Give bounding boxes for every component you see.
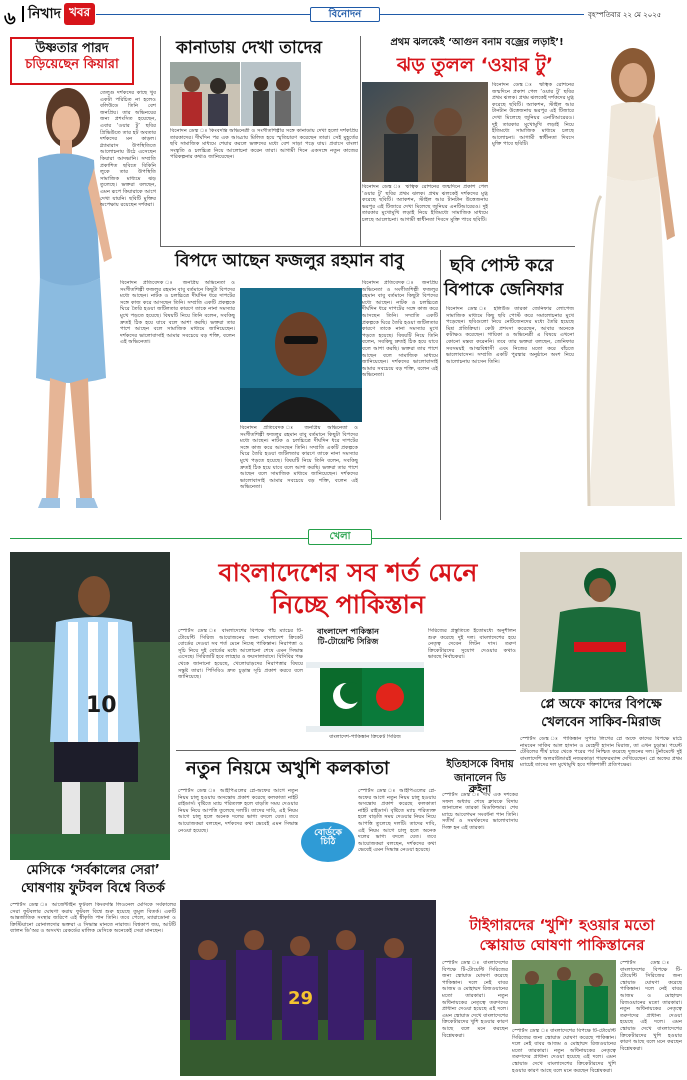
jennifer-headline-line1: ছবি পোস্ট করে — [450, 256, 554, 276]
kiara-headline-box — [10, 37, 134, 85]
sports-main-headline-line1: বাংলাদেশের সব শর্ত মেনে — [218, 558, 478, 587]
board-letter-line2: চিঠি — [320, 837, 336, 848]
kiara-headline-line2: চড়িয়েছেন কিয়ারা — [25, 56, 119, 72]
kolkata-body: স্পোর্টস ডেস্ক ঃ আইপিএলের প্লে-অফের আগে নতুন নিয়ম চালু হওয়ায় অসন্তোষ প্রকাশ করেছে কলকাতা নাইট রাইডার্স। বৃষ্টিতে ম্যাচ পরিত্যক্ত হলে বাড়তি সময় দেওয়ার নিয়ম নিয়ে আপত্তি তুলেছে দলটি। তাদের দাবি, এই নিয়ম আগে চালু হলে অনেক দলের ভাগ্য বদলে যেত। তবে আয়োজকরা বলছেন, দর্শকদের কথা ভেবেই এমন সিদ্ধান্ত নেওয়া হয়েছে। — [178, 788, 298, 834]
tigers-body-col3: স্পোর্টস ডেস্ক ঃ বাংলাদেশের বিপক্ষে টি-টোয়েন্টি সিরিজের জন্য স্কোয়াড ঘোষণা করেছে পাকিস্তান। দলে নেই বাবর আজম ও মোহাম্মদ রিজওয়ানের মতো তারকারা। নতুন অধিনায়কের নেতৃত্বে তরুণদের প্রাধান্য দেওয়া হয়েছে এই দলে। এমন স্কোয়াড দেখে বাংলাদেশের ক্রিকেটারদের খুশি হওয়ার কারণ আছে বলে মনে করছেন বিশ্লেষকরা। — [512, 1028, 616, 1074]
tigers-body: স্পোর্টস ডেস্ক ঃ বাংলাদেশের বিপক্ষে টি-টোয়েন্টি সিরিজের জন্য স্কোয়াড ঘোষণা করেছে পাকিস্তান। দলে নেই বাবর আজম ও মোহাম্মদ রিজওয়ানের মতো তারকারা। নতুন অধিনায়কের নেতৃত্বে তরুণদের প্রাধান্য দেওয়া হয়েছে এই দলে। এমন স্কোয়াড দেখে বাংলাদেশের ক্রিকেটারদের খুশি হওয়ার কারণ আছে বলে মনে করছেন বিশ্লেষকরা। — [442, 960, 508, 1039]
messi-jersey-number: 10 — [86, 693, 117, 718]
fazlur-photo-illustration — [240, 288, 362, 422]
fazlur-body-column2: বিনোদন প্রতিবেদক ঃ জনপ্রিয় অভিনেতা ও সংগীতশিল্পী ফজলুর রহমান বাবু বর্তমানে কিছুটা বিপদের মধ্যে আছেন। নাটক ও চলচ্চিত্রে দীর্ঘদিন ধরে দাপটের সঙ্গে কাজ করে আসছেন তিনি। সম্প্রতি একটি প্রকল্পকে ঘিরে তৈরি হওয়া জটিলতার কারণে তাকে নানা সমস্যার মুখে পড়তে হয়েছে। বিষয়টি নিয়ে তিনি বলেন, সবকিছু দ্রুতই ঠিক হয়ে যাবে বলে আশা করছি। ভক্তরা তার পাশে আছেন বলে সামাজিক মাধ্যমে জানিয়েছেন। দর্শকদের ভালোবাসাই আমার সবচেয়ে বড় শক্তি, বলেন এই অভিনেতা। — [240, 425, 358, 491]
kiara-headline-line1: উষ্ণতার পারদ — [35, 41, 109, 56]
messi-headline-line1: মেসিকে ‘সর্বকালের সেরা’ — [26, 863, 160, 878]
page-header — [0, 0, 687, 28]
war2-body: বিনোদন ডেস্ক ঃ ঋত্বিক রোশনের জন্মদিনে প্রকাশ পেল ‘ওয়ার টু’ ছবির প্রথম ঝলক। প্রথম ঝলকেই দর্শকদের মুগ্ধ করেছে ছবিটি। অ্যাকশন, স্টাইল আর টানটান উত্তেজনায় ভরপুর এই টিজারে দেখা মিলেছে জুনিয়র এনটিআরেরও। দুই তারকার মুখোমুখি লড়াই নিয়ে ইতিমধ্যে সামাজিক মাধ্যমে চলছে আলোচনা। আগামী স্বাধীনতা দিবসে মুক্তি পাবে ছবিটি। — [362, 184, 488, 223]
tigers-headline-line1: টাইগারদের ‘খুশি’ হওয়ার মতো — [469, 916, 655, 934]
war2-body-right: বিনোদন ডেস্ক ঃ ঋত্বিক রোশনের জন্মদিনে প্রকাশ পেল ‘ওয়ার টু’ ছবির প্রথম ঝলক। প্রথম ঝলকেই দর্শকদের মুগ্ধ করেছে ছবিটি। অ্যাকশন, স্টাইল আর টানটান উত্তেজনায় ভরপুর এই টিজারে দেখা মিলেছে জুনিয়র এনটিআরেরও। দুই তারকার মুখোমুখি লড়াই নিয়ে ইতিমধ্যে সামাজিক মাধ্যমে চলছে আলোচনা। আগামী স্বাধীনতা দিবসে মুক্তি পাবে ছবিটি। — [492, 82, 574, 148]
brand-divider — [22, 6, 24, 22]
jennifer-photo-illustration — [575, 36, 683, 516]
messi-headline-line2: ঘোষণায় ফুটবল বিশ্বে বিতর্ক — [20, 881, 166, 896]
kiara-body: তেলুগু দর্শকদের কাছে খুব একটা পরিচিত না হলেও বলিউডে তিনি বেশ জনপ্রিয়। তার অভিনয়ের জন্য প্রশংসিত হয়েছেন, এবার ‘ওয়ার টু’ ছবির প্রিভিউতে তার হট অবতার দর্শকদের মন কাড়ল। গ্ল্যামারাস উপস্থিতিতে আলোচনায় উঠে এসেছেন কিয়ারা আদভানি। সম্প্রতি প্রকাশিত ছবিতে বিকিনি লুকে তার উপস্থিতি সামাজিক মাধ্যমে ঝড় তুলেছে। ভক্তরা বলছেন, এমন রূপে কিয়ারাকে আগে দেখা যায়নি। ছবিটি মুক্তির অপেক্ষায় রয়েছেন দর্শকরা। — [100, 90, 156, 209]
kroos-body: স্পোর্টস ডেস্ক ঃ দীর্ঘ এক দশকের সফল অধ্যায় শেষে ক্লাবকে বিদায় জানালেন তারকা মিডফিল্ডার। শেষ ম্যাচে আবেগঘন সংবর্ধনা পান তিনি। সতীর্থ ও সমর্থকদের ভালোবাসায় সিক্ত হন এই তারকা। — [442, 792, 518, 831]
war2-photo-illustration — [362, 82, 488, 182]
rule-ent-v1 — [160, 36, 161, 246]
board-letter-line1: বোর্ডকে — [314, 828, 342, 838]
pakistan-team-photo — [512, 960, 616, 1024]
brand-logo-part2: খবর — [64, 3, 95, 25]
sports-main-headline-line2: নিচ্ছে পাকিস্তান — [271, 590, 425, 619]
jennifer-headline-line2: বিপাকে জেনিফার — [444, 280, 564, 300]
messi-photo — [10, 552, 170, 860]
pakistan-team-photo-illustration — [512, 960, 616, 1024]
section-label: বিনোদন — [310, 7, 380, 22]
flags-photo — [306, 662, 424, 732]
fazlur-photo — [240, 288, 362, 422]
shakib-photo — [520, 552, 682, 692]
issue-date: বৃহস্পতিবার ২২ মে ২০২৫ — [588, 11, 662, 19]
kkr-team-photo — [180, 900, 436, 1076]
fazlur-body: বিনোদন প্রতিবেদক ঃ জনপ্রিয় অভিনেতা ও সংগীতশিল্পী ফজলুর রহমান বাবু বর্তমানে কিছুটা বিপদের মধ্যে আছেন। নাটক ও চলচ্চিত্রে দীর্ঘদিন ধরে দাপটের সঙ্গে কাজ করে আসছেন তিনি। সম্প্রতি একটি প্রকল্পকে ঘিরে তৈরি হওয়া জটিলতার কারণে তাকে নানা সমস্যার মুখে পড়তে হয়েছে। বিষয়টি নিয়ে তিনি বলেন, সবকিছু দ্রুতই ঠিক হয়ে যাবে বলে আশা করছি। ভক্তরা তার পাশে আছেন বলে সামাজিক মাধ্যমে জানিয়েছেন। দর্শকদের ভালোবাসাই আমার সবচেয়ে বড় শক্তি, বলেন এই অভিনেতা। — [120, 280, 235, 346]
canada-photo-2-illustration — [241, 62, 301, 126]
flag-caption: বাংলাদেশ-পাকিস্তান ক্রিকেট সিরিজ — [329, 734, 401, 740]
series-badge — [308, 628, 388, 660]
canada-photo-2 — [241, 62, 301, 126]
series-badge-line2: টি-টোয়েন্টি সিরিজ — [317, 637, 379, 647]
kroos-headline-line2: জানালেন ডি ব্রুইনা — [454, 773, 506, 795]
canada-photo-1 — [170, 62, 240, 126]
war2-headline: ঝড় তুলল ‘ওয়ার টু’ — [396, 54, 554, 76]
sports-main-body-col2: সিরিজের প্রস্তুতিতে ইতোমধ্যে অনুশীলন শুরু করেছে দুই দল। বাংলাদেশের হয়ে নেতৃত্ব দেবেন লিটন দাস। তরুণ ক্রিকেটারদের সুযোগ দেওয়ার কথাও ভাবছে নির্বাচকরা। — [428, 628, 516, 661]
jennifer-body: বিনোদন ডেস্ক ঃ হলিউড তারকা জেনিফার লোপেজ সামাজিক মাধ্যমে কিছু ছবি পোস্ট করে সমালোচনার মুখে পড়েছেন। ছবিগুলো নিয়ে নেটিজেনদের মধ্যে তৈরি হয়েছে মিশ্র প্রতিক্রিয়া। কেউ প্রশংসা করেছেন, আবার অনেকে কটাক্ষও করেছেন। গায়িকা ও অভিনেত্রী এ বিষয়ে এখনো কোনো মন্তব্য করেননি। তবে তার ভক্তরা বলছেন, জেনিফার সবসময়ই আত্মবিশ্বাসী এবং নিজের মতো করে বাঁচতে ভালোবাসেন। সম্প্রতি একটি পুরস্কার অনুষ্ঠানে অংশ নিয়ে আলোচনায় আসেন তিনি। — [446, 306, 574, 365]
kkr-team-photo-illustration — [180, 900, 436, 1076]
page-number: ৬ — [4, 8, 16, 29]
series-badge-line1: বাংলাদেশ পাকিস্তান — [317, 627, 379, 636]
fazlur-headline: বিপদে আছেন ফজলুর রহমান বাবু — [175, 251, 404, 271]
sports-main-body: স্পোর্টস ডেস্ক ঃ বাংলাদেশের বিপক্ষে পাঁচ ম্যাচের টি-টোয়েন্টি সিরিজ আয়োজনের জন্য বাংলাদেশ ক্রিকেট বোর্ডের দেওয়া সব শর্ত মেনে নিচ্ছে পাকিস্তান। নিরাপত্তা ও সূচি নিয়ে দুই বোর্ডের মধ্যে আলোচনা শেষে এমন সিদ্ধান্ত এসেছে। সিরিজটি হবে লাহোর ও ফয়সালাবাদে। বিসিবির পক্ষ থেকে জানানো হয়েছে, খেলোয়াড়দের নিরাপত্তার বিষয়ে সন্তুষ্ট তারা। পিসিবিও দ্রুত চূড়ান্ত সূচি প্রকাশ করবে বলে জানিয়েছে। — [178, 628, 303, 681]
rule-sports-h1 — [176, 750, 516, 751]
kolkata-headline: নতুন নিয়মে অখুশি কলকাতা — [186, 758, 390, 779]
sports-section-label: খেলা — [308, 529, 372, 545]
rule-ent-v2 — [360, 36, 361, 246]
messi-photo-illustration — [10, 552, 170, 860]
tigers-headline-line2: স্কোয়াড ঘোষণা পাকিস্তানের — [479, 936, 645, 954]
playoff-body: স্পোর্টস ডেস্ক ঃ পাকিস্তান সুপার লিগের প্লে অফে কাদের বিপক্ষে মাঠে নামবেন সাকিব আল হাসান ও মেহেদী হাসান মিরাজ, তা এখন চূড়ান্ত। পয়েন্ট টেবিলের শীর্ষ চারে থেকে পরের পর্ব নিশ্চিত করেছে দুজনের দল। টুর্নামেন্টে দুই বাংলাদেশি অলরাউন্ডারই নজরকাড়া পারফরম্যান্স দেখিয়েছেন। প্লে অফের প্রথম ম্যাচেই তাদের দল মুখোমুখি হবে শক্তিশালী প্রতিপক্ষের। — [520, 736, 682, 769]
messi-body: স্পোর্টস ডেস্ক ঃ আর্জেন্টাইন ফুটবল কিংবদন্তি লিওনেল মেসিকে সর্বকালের সেরা ফুটবলার ঘোষণা করায় ফুটবল বিশ্বে শুরু হয়েছে তুমুল বিতর্ক। একটি আন্তর্জাতিক সংস্থার জরিপে এই স্বীকৃতি পান তিনি। তবে পেলে, ম্যারাডোনা ও ক্রিস্টিয়ানো রোনালদোর ভক্তরা এ সিদ্ধান্ত মানতে নারাজ। বিশ্বকাপ জয়, আটটি ব্যালন ডি’অর ও অসংখ্য রেকর্ডের মালিক মেসিকে অনেকেই সেরা মানছেন। — [10, 902, 176, 935]
fazlur-body-column3: বিনোদন প্রতিবেদক ঃ জনপ্রিয় অভিনেতা ও সংগীতশিল্পী ফজলুর রহমান বাবু বর্তমানে কিছুটা বিপদের মধ্যে আছেন। নাটক ও চলচ্চিত্রে দীর্ঘদিন ধরে দাপটের সঙ্গে কাজ করে আসছেন তিনি। সম্প্রতি একটি প্রকল্পকে ঘিরে তৈরি হওয়া জটিলতার কারণে তাকে নানা সমস্যার মুখে পড়তে হয়েছে। বিষয়টি নিয়ে তিনি বলেন, সবকিছু দ্রুতই ঠিক হয়ে যাবে বলে আশা করছি। ভক্তরা তার পাশে আছেন বলে সামাজিক মাধ্যমে জানিয়েছেন। দর্শকদের ভালোবাসাই আমার সবচেয়ে বড় শক্তি, বলেন এই অভিনেতা। — [362, 280, 438, 379]
jennifer-photo — [575, 36, 683, 516]
rule-ent-h1 — [160, 246, 575, 247]
war2-kicker: প্রথম ঝলকেই ‘আগুন বনাম বজ্রের লড়াই’! — [390, 37, 564, 48]
kroos-headline-line1: ইতিহাসকে বিদায় — [446, 759, 514, 770]
canada-headline: কানাডায় দেখা তাদের — [176, 38, 322, 58]
shakib-photo-illustration — [520, 552, 682, 692]
war2-photo — [362, 82, 488, 182]
tigers-body-col2: স্পোর্টস ডেস্ক ঃ বাংলাদেশের বিপক্ষে টি-টোয়েন্টি সিরিজের জন্য স্কোয়াড ঘোষণা করেছে পাকিস্তান। দলে নেই বাবর আজম ও মোহাম্মদ রিজওয়ানের মতো তারকারা। নতুন অধিনায়কের নেতৃত্বে তরুণদের প্রাধান্য দেওয়া হয়েছে এই দলে। এমন স্কোয়াড দেখে বাংলাদেশের ক্রিকেটারদের খুশি হওয়ার কারণ আছে বলে মনে করছেন বিশ্লেষকরা। — [620, 960, 682, 1052]
flags-illustration — [306, 662, 424, 732]
rule-ent-v3 — [440, 250, 441, 520]
kolkata-body-col2: স্পোর্টস ডেস্ক ঃ আইপিএলের প্লে-অফের আগে নতুন নিয়ম চালু হওয়ায় অসন্তোষ প্রকাশ করেছে কলকাতা নাইট রাইডার্স। বৃষ্টিতে ম্যাচ পরিত্যক্ত হলে বাড়তি সময় দেওয়ার নিয়ম নিয়ে আপত্তি তুলেছে দলটি। তাদের দাবি, এই নিয়ম আগে চালু হলে অনেক দলের ভাগ্য বদলে যেত। তবে আয়োজকরা বলছেন, দর্শকদের কথা ভেবেই এমন সিদ্ধান্ত নেওয়া হয়েছে। — [358, 788, 436, 854]
brand-logo-part1: নিখাদ — [28, 6, 61, 22]
board-letter-badge — [301, 822, 355, 862]
playoff-headline-line2: খেলবেন সাকিব-মিরাজ — [541, 715, 661, 730]
canada-photo-1-illustration — [170, 62, 240, 126]
brand-logo — [28, 5, 95, 23]
kkr-jersey-number: 29 — [288, 988, 314, 1009]
playoff-headline-line1: প্লে অফে কাদের বিপক্ষে — [540, 697, 662, 712]
canada-body-column: বিনোদন ডেস্ক ঃ কিংবদন্তি অভিনেত্রী ও সংগীতশিল্পীর সঙ্গে কানাডায় দেখা হলো দর্শকপ্রিয় তারকাদের। দীর্ঘদিন পর এক আড্ডায় মিলিত হয়ে স্মৃতিচারণ করেছেন তারা। সেই মুহূর্তের ছবি সামাজিক মাধ্যমে শেয়ার করলে ভক্তদের মধ্যে বেশ সাড়া পড়ে যায়। প্রবাসে বাংলা সংস্কৃতি ও চলচ্চিত্র নিয়ে আলোচনা করেন তারা। আগামী দিনে একসঙ্গে নতুন কাজের পরিকল্পনার কথাও জানিয়েছেন। — [170, 128, 358, 161]
